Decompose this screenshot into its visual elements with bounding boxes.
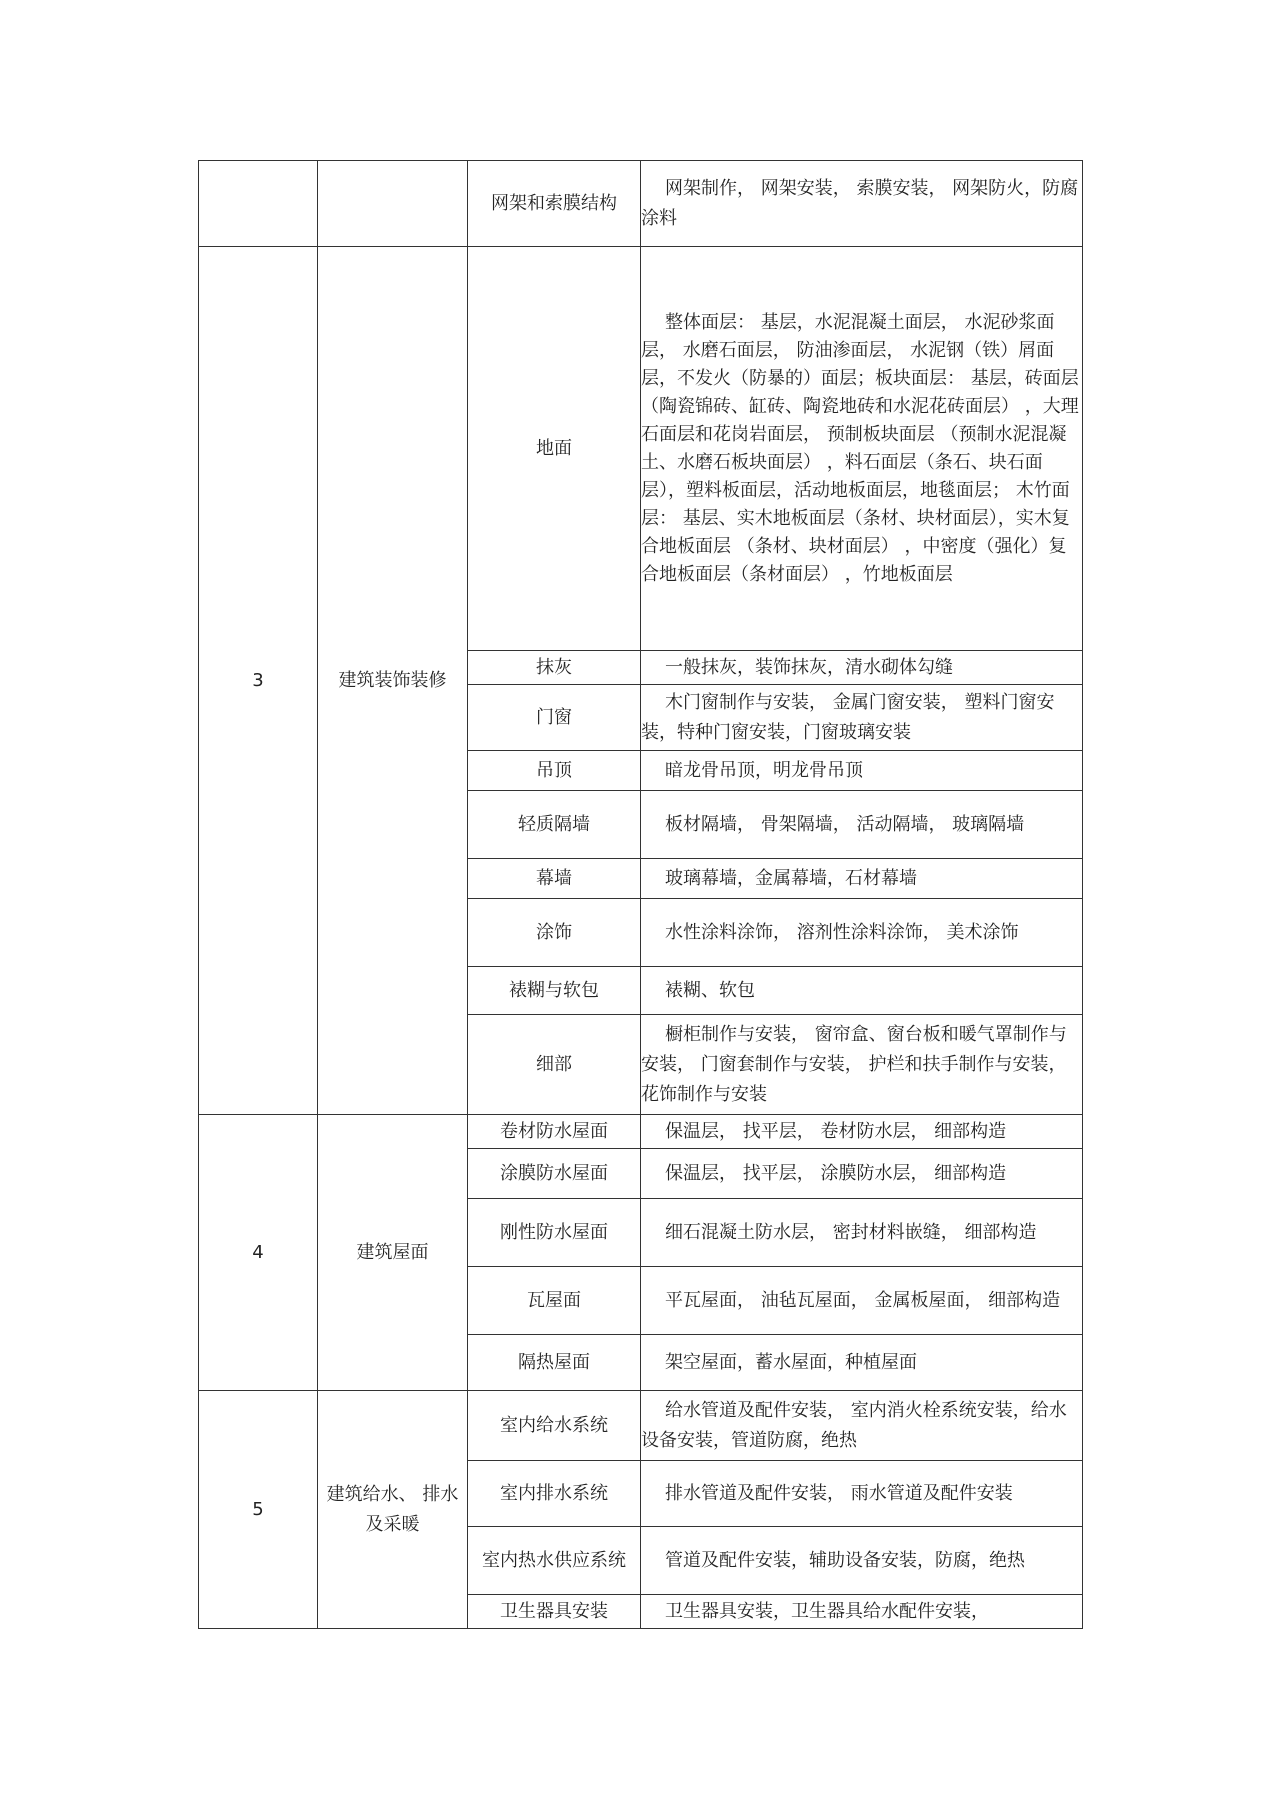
subcategory-cell: 网架和索膜结构 xyxy=(468,161,641,247)
construction-items-table xyxy=(198,160,1083,1629)
subcategory-cell: 瓦屋面 xyxy=(468,1267,641,1335)
item-number-cell: 4 xyxy=(199,1115,318,1391)
detail-cell: 玻璃幕墙，金属幕墙，石材幕墙 xyxy=(641,859,1083,899)
detail-cell: 暗龙骨吊顶，明龙骨吊顶 xyxy=(641,751,1083,791)
detail-cell: 卫生器具安装，卫生器具给水配件安装， xyxy=(641,1595,1083,1629)
detail-cell: 管道及配件安装，辅助设备安装，防腐，绝热 xyxy=(641,1527,1083,1595)
detail-cell: 木门窗制作与安装， 金属门窗安装， 塑料门窗安装，特种门窗安装，门窗玻璃安装 xyxy=(641,685,1083,751)
detail-cell: 一般抹灰，装饰抹灰，清水砌体勾缝 xyxy=(641,651,1083,685)
detail-cell: 水性涂料涂饰， 溶剂性涂料涂饰， 美术涂饰 xyxy=(641,899,1083,967)
subcategory-cell: 刚性防水屋面 xyxy=(468,1199,641,1267)
subcategory-cell: 门窗 xyxy=(468,685,641,751)
subcategory-cell: 卫生器具安装 xyxy=(468,1595,641,1629)
detail-cell: 网架制作， 网架安装， 索膜安装， 网架防火，防腐涂料 xyxy=(641,161,1083,247)
detail-cell: 细石混凝土防水层， 密封材料嵌缝， 细部构造 xyxy=(641,1199,1083,1267)
item-number-cell: 5 xyxy=(199,1391,318,1629)
category-cell: 建筑装饰装修 xyxy=(318,247,468,1115)
subcategory-cell: 幕墙 xyxy=(468,859,641,899)
subcategory-cell: 地面 xyxy=(468,247,641,651)
detail-cell: 保温层， 找平层， 卷材防水层， 细部构造 xyxy=(641,1115,1083,1149)
detail-cell: 裱糊、软包 xyxy=(641,967,1083,1015)
subcategory-cell: 室内排水系统 xyxy=(468,1461,641,1527)
subcategory-cell: 裱糊与软包 xyxy=(468,967,641,1015)
item-number-cell xyxy=(199,161,318,247)
subcategory-cell: 室内热水供应系统 xyxy=(468,1527,641,1595)
subcategory-cell: 室内给水系统 xyxy=(468,1391,641,1461)
subcategory-cell: 卷材防水屋面 xyxy=(468,1115,641,1149)
subcategory-cell: 细部 xyxy=(468,1015,641,1115)
detail-cell: 排水管道及配件安装， 雨水管道及配件安装 xyxy=(641,1461,1083,1527)
detail-cell: 板材隔墙， 骨架隔墙， 活动隔墙， 玻璃隔墙 xyxy=(641,791,1083,859)
category-cell: 建筑给水、 排水及采暖 xyxy=(318,1391,468,1629)
detail-cell: 整体面层： 基层，水泥混凝土面层， 水泥砂浆面层， 水磨石面层， 防油渗面层， 水泥钢（铁）屑面层，不发火（防暴的）面层；板块面层： 基层，砖面层 （陶瓷锦砖、缸砖、陶瓷地砖和水泥花砖面层） ，大理石面层和花岗岩面层， 预制板块面层 （预制水泥混凝土、水磨石板块面层） ，料石面层（条石、块石面层），塑料板面层，活动地板面层，地毯面层； 木竹面层： 基层、实木地板面层（条材、块材面层），实木复合地板面层 （条材、块材面层） ，中密度（强化）复合地板面层（条材面层） ，竹地板面层 xyxy=(641,247,1083,651)
detail-cell: 橱柜制作与安装， 窗帘盒、窗台板和暖气罩制作与安装， 门窗套制作与安装， 护栏和扶手制作与安装，花饰制作与安装 xyxy=(641,1015,1083,1115)
table-row xyxy=(199,1115,1083,1149)
detail-cell: 保温层， 找平层， 涂膜防水层， 细部构造 xyxy=(641,1149,1083,1199)
detail-cell: 给水管道及配件安装， 室内消火栓系统安装，给水设备安装，管道防腐，绝热 xyxy=(641,1391,1083,1461)
subcategory-cell: 隔热屋面 xyxy=(468,1335,641,1391)
subcategory-cell: 涂膜防水屋面 xyxy=(468,1149,641,1199)
category-cell xyxy=(318,161,468,247)
subcategory-cell: 涂饰 xyxy=(468,899,641,967)
category-cell: 建筑屋面 xyxy=(318,1115,468,1391)
table-row xyxy=(199,247,1083,651)
table-row xyxy=(199,161,1083,247)
detail-cell: 平瓦屋面， 油毡瓦屋面， 金属板屋面， 细部构造 xyxy=(641,1267,1083,1335)
subcategory-cell: 抹灰 xyxy=(468,651,641,685)
subcategory-cell: 轻质隔墙 xyxy=(468,791,641,859)
detail-cell: 架空屋面，蓄水屋面，种植屋面 xyxy=(641,1335,1083,1391)
subcategory-cell: 吊顶 xyxy=(468,751,641,791)
item-number-cell: 3 xyxy=(199,247,318,1115)
table-row xyxy=(199,1391,1083,1461)
